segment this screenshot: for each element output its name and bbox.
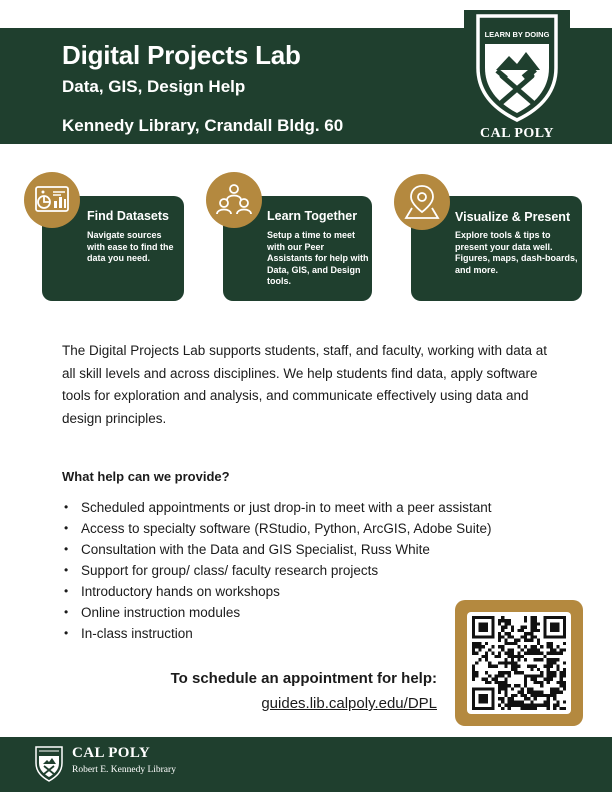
qr-code-icon xyxy=(472,616,566,710)
page-subtitle: Data, GIS, Design Help xyxy=(62,77,246,96)
list-item: • Introductory hands on workshops xyxy=(62,581,491,602)
page-title: Digital Projects Lab xyxy=(62,40,301,70)
qr-code[interactable] xyxy=(467,612,571,714)
motto-band xyxy=(478,24,556,42)
cta-text: To schedule an appointment for help: xyxy=(170,670,437,687)
list-item: • Scheduled appointments or just drop-in to meet with a peer assistant xyxy=(62,497,491,518)
location-text: Kennedy Library, Crandall Bldg. 60 xyxy=(62,116,344,135)
card-text: Setup a time to meet with our Peer Assistants for help with Data, GIS, and Design tools. xyxy=(267,230,369,286)
card-title: Visualize & Present xyxy=(455,210,571,224)
card-text: Navigate sources with ease to find the data you need. xyxy=(87,230,174,263)
cal-poly-shield-icon xyxy=(34,745,64,783)
qr-code-frame xyxy=(455,600,583,726)
logo-motto: LEARN BY DOING xyxy=(484,30,550,39)
help-heading: What help can we provide? xyxy=(62,469,230,484)
appointment-link[interactable]: guides.lib.calpoly.edu/DPL xyxy=(261,695,437,712)
footer-banner xyxy=(0,737,612,792)
help-list xyxy=(62,497,491,644)
list-item: • Access to specialty software (RStudio, Python, ArcGIS, Adobe Suite) xyxy=(62,518,491,539)
list-item: • Online instruction modules xyxy=(62,602,491,623)
cal-poly-logo xyxy=(464,10,570,140)
footer-brand: CAL POLY xyxy=(72,745,151,761)
list-item: • Support for group/ class/ faculty research projects xyxy=(62,560,491,581)
dashboard-chart-icon xyxy=(24,172,80,228)
list-item: • Consultation with the Data and GIS Specialist, Russ White xyxy=(62,539,491,560)
footer-library-name: Robert E. Kennedy Library xyxy=(72,765,176,775)
intro-paragraph: The Digital Projects Lab supports students, staff, and faculty, working with data at all skill levels and across disciplines. We help students find data, apply software tools for exploration and analysis, and communicate effectively using data and design principles. xyxy=(62,343,548,426)
card-text: Explore tools & tips to present your data well. Figures, maps, dash-boards, and more. xyxy=(455,230,578,275)
map-pin-icon xyxy=(394,174,450,230)
logo-wordmark: CAL POLY xyxy=(480,126,554,141)
people-group-icon xyxy=(206,172,262,228)
list-item: • In-class instruction xyxy=(62,623,491,644)
card-title: Find Datasets xyxy=(87,209,169,223)
card-title: Learn Together xyxy=(267,209,358,223)
